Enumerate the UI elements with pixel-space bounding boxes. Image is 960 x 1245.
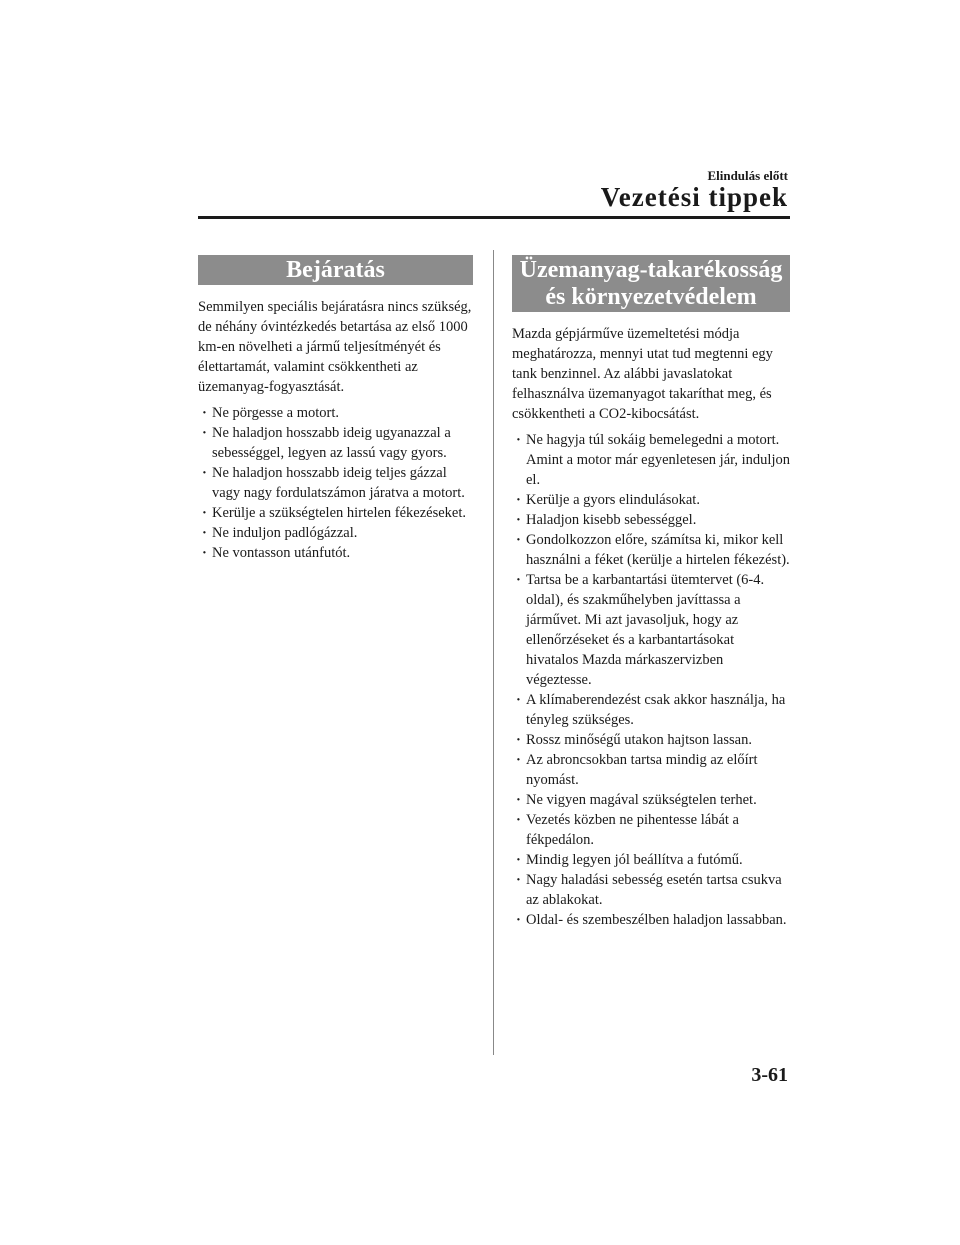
list-item: · Tartsa be a karbantartási ütemtervet (6-4. oldal), és szakműhelyben javíttassa a járművet. Mi azt javasoljuk, hogy az ellenőrzéseket és a karbantartásokat hivatalos Mazda márkaszervizben végeztesse.	[520, 570, 790, 690]
list-item: · Az abroncsokban tartsa mindig az előírt nyomást.	[520, 750, 790, 790]
fuel-economy-heading	[512, 255, 790, 312]
list-item: · Ne vigyen magával szükségtelen terhet.	[520, 790, 790, 810]
list-item: · Kerülje a gyors elindulásokat.	[520, 490, 790, 510]
list-item: · Ne haladjon hosszabb ideig teljes gázzal vagy nagy fordulatszámon járatva a motort.	[206, 463, 473, 503]
list-item: · Rossz minőségű utakon hajtson lassan.	[520, 730, 790, 750]
list-item: · Vezetés közben ne pihentesse lábát a fékpedálon.	[520, 810, 790, 850]
list-item: · Nagy haladási sebesség esetén tartsa csukva az ablakokat.	[520, 870, 790, 910]
list-item: · Kerülje a szükségtelen hirtelen fékezéseket.	[206, 503, 473, 523]
page-title: Vezetési tippek	[600, 182, 788, 212]
page-number: 3-61	[751, 1064, 788, 1086]
fuel-economy-heading-line1: Üzemanyag-takarékosság	[519, 257, 783, 283]
list-item: · Ne pörgesse a motort.	[206, 403, 473, 423]
list-item: · Ne hagyja túl sokáig bemelegedni a motort. Amint a motor már egyenletesen jár, induljon el.	[520, 430, 790, 490]
column-divider	[493, 250, 494, 1055]
fuel-economy-intro: Mazda gépjárműve üzemeltetési módja meghatározza, mennyi utat tud megtenni egy tank benzinnel. Az alábbi javaslatokat felhasználva üzemanyagot takaríthat meg, és csökkentheti a CO2-kibocsátást.	[512, 326, 773, 422]
break-in-intro: Semmilyen speciális bejáratásra nincs szükség, de néhány óvintézkedés betartása az első 1000 km-en növelheti a jármű teljesítményét és élettartamát, valamint csökkentheti az üzemanyag-fogyasztását.	[198, 299, 472, 395]
fuel-economy-section	[512, 255, 790, 930]
list-item: · A klímaberendezést csak akkor használja, ha tényleg szükséges.	[520, 690, 790, 730]
list-item: · Gondolkozzon előre, számítsa ki, mikor kell használni a féket (kerülje a hirtelen fékezést).	[520, 530, 790, 570]
header-section-label: Elindulás előtt	[707, 168, 788, 183]
list-item: · Ne haladjon hosszabb ideig ugyanazzal a sebességgel, legyen az lassú vagy gyors.	[206, 423, 473, 463]
list-item: · Ne induljon padlógázzal.	[206, 523, 473, 543]
break-in-heading: Bejáratás	[198, 255, 473, 285]
list-item: · Oldal- és szembeszélben haladjon lassabban.	[520, 910, 790, 930]
fuel-economy-heading-line2: és környezetvédelem	[545, 284, 757, 310]
break-in-section	[198, 255, 473, 563]
break-in-list	[198, 403, 473, 563]
fuel-economy-list	[512, 430, 790, 930]
header-divider	[198, 216, 790, 219]
list-item: · Ne vontasson utánfutót.	[206, 543, 473, 563]
list-item: · Haladjon kisebb sebességgel.	[520, 510, 790, 530]
list-item: · Mindig legyen jól beállítva a futómű.	[520, 850, 790, 870]
